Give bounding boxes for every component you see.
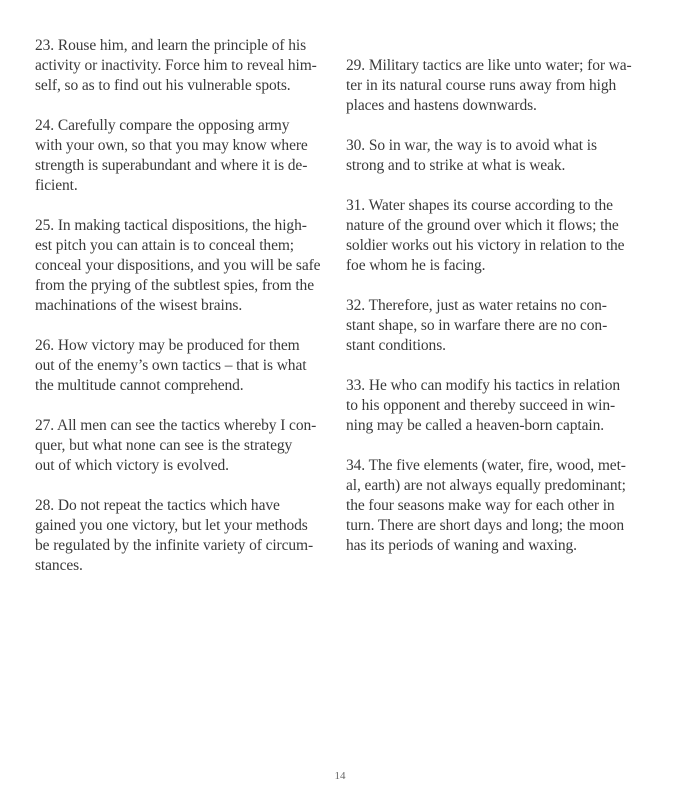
paragraph [35,336,335,396]
text-line: 33. He who can modify his tactics in relation [346,377,621,394]
text-line: activity or inactivity. Force him to reveal him- [35,57,317,74]
text-line: from the prying of the subtlest spies, from the [35,277,314,294]
paragraph [35,216,335,316]
text-line: 31. Water shapes its course according to the [346,197,613,214]
text-line: nature of the ground over which it flows; the [346,217,619,234]
text-line: machinations of the wisest brains. [35,297,243,314]
paragraph [346,376,646,436]
paragraph [346,296,646,356]
text-line: ning may be called a heaven-born captain. [346,417,604,434]
text-line: stant conditions. [346,337,446,354]
text-line: 23. Rouse him, and learn the principle of his [35,37,306,54]
text-line: 24. Carefully compare the opposing army [35,117,290,134]
paragraph [35,116,335,196]
text-line: est pitch you can attain is to conceal them; [35,237,295,254]
text-line: out of the enemy’s own tactics – that is what [35,357,307,374]
text-line: places and hastens downwards. [346,97,537,114]
text-line: to his opponent and thereby succeed in win- [346,397,616,414]
text-line: strength is superabundant and where it is de- [35,157,308,174]
text-line: 30. So in war, the way is to avoid what is [346,137,597,154]
text-line: the multitude cannot comprehend. [35,377,244,394]
text-line: soldier works out his victory in relation to the [346,237,625,254]
text-line: ficient. [35,177,78,194]
text-line: out of which victory is evolved. [35,457,229,474]
text-line: 32. Therefore, just as water retains no con- [346,297,607,314]
text-line: ter in its natural course runs away from high [346,77,617,94]
paragraph [346,136,646,176]
left-text-column [35,36,335,596]
text-line: foe whom he is facing. [346,257,486,274]
paragraph [35,416,335,476]
text-line: with your own, so that you may know where [35,137,308,154]
text-line: has its periods of waning and waxing. [346,537,577,554]
text-line: 29. Military tactics are like unto water; for wa- [346,57,632,74]
text-line: 25. In making tactical dispositions, the high- [35,217,307,234]
paragraph [346,196,646,276]
text-line: 26. How victory may be produced for them [35,337,300,354]
right-text-column [346,56,646,576]
text-line: stant shape, so in warfare there are no con- [346,317,608,334]
paragraph [346,456,646,556]
text-line: conceal your dispositions, and you will be safe [35,257,321,274]
text-line: self, so as to find out his vulnerable spots. [35,77,291,94]
paragraph [346,56,646,116]
text-line: strong and to strike at what is weak. [346,157,566,174]
text-line: stances. [35,557,83,574]
text-line: be regulated by the infinite variety of circum- [35,537,314,554]
page-number: 14 [334,770,346,782]
paragraph [35,36,335,96]
text-line: quer, but what none can see is the strategy [35,437,293,454]
text-line: gained you one victory, but let your methods [35,517,308,534]
paragraph [35,496,335,576]
text-line: 28. Do not repeat the tactics which have [35,497,280,514]
text-line: turn. There are short days and long; the moon [346,517,625,534]
text-line: 27. All men can see the tactics whereby I con- [35,417,317,434]
text-line: 34. The five elements (water, fire, wood, met- [346,457,626,474]
text-line: al, earth) are not always equally predominant; [346,477,626,494]
text-line: the four seasons make way for each other in [346,497,615,514]
